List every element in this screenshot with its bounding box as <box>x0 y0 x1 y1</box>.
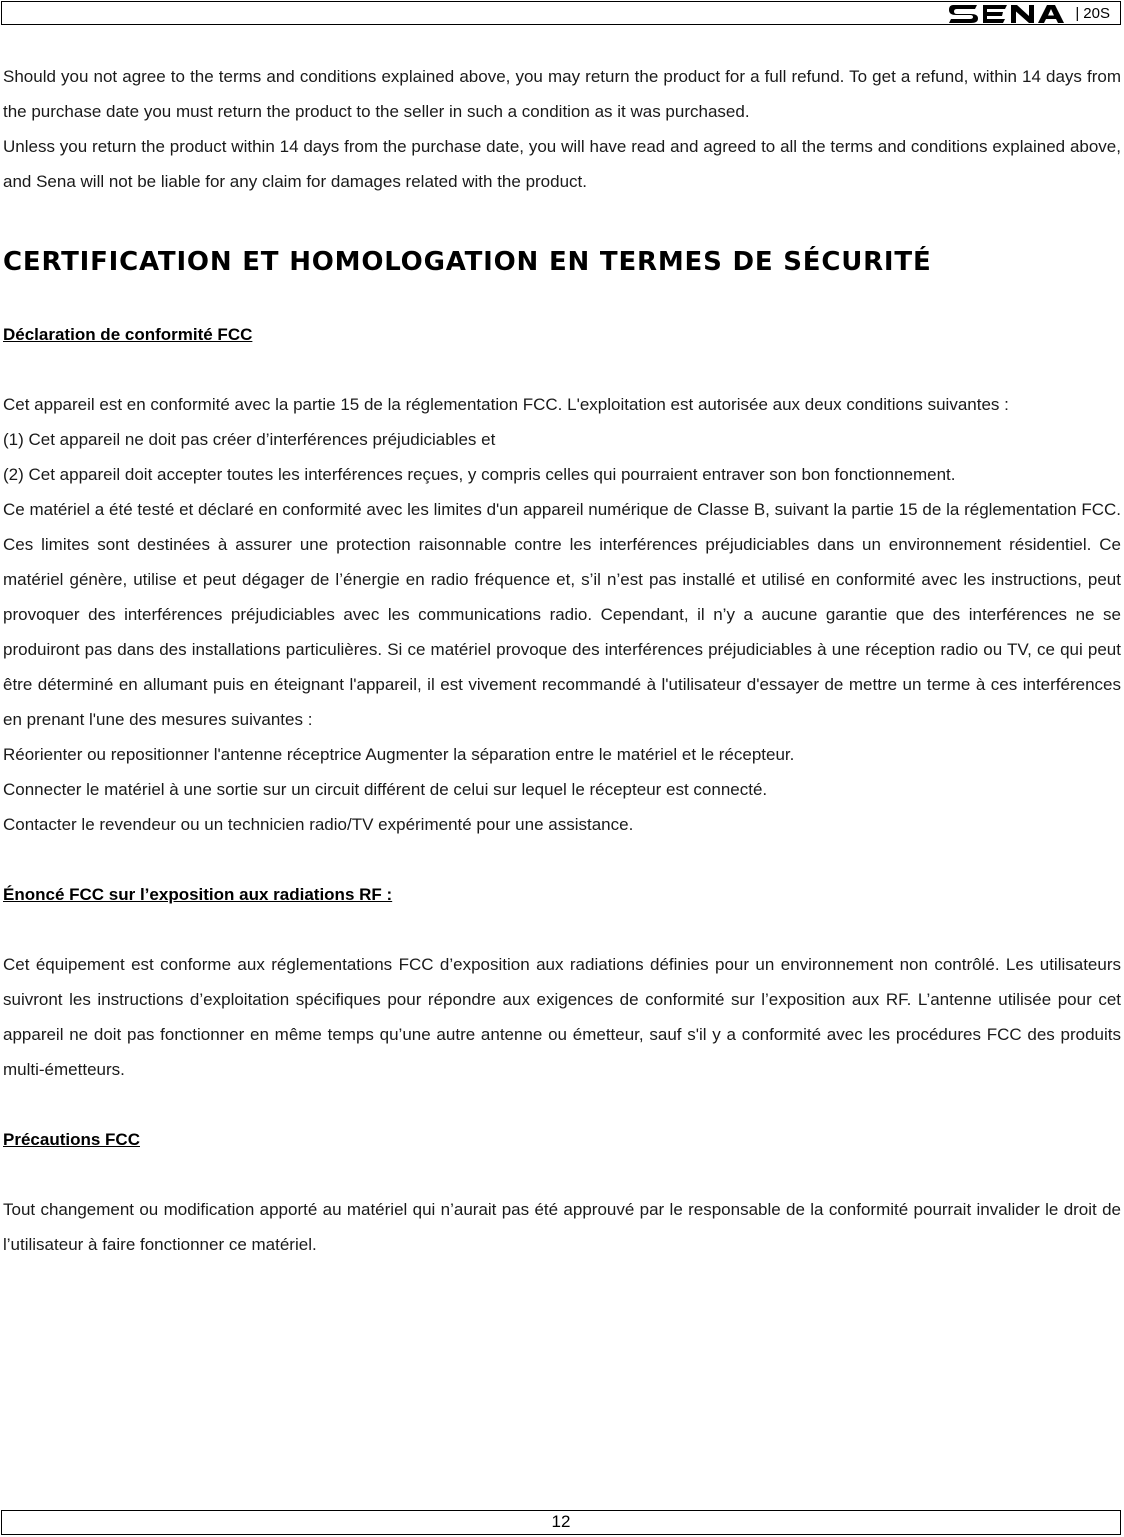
fcc-precautions-heading: Précautions FCC <box>3 1130 140 1149</box>
section-title: CERTIFICATION ET HOMOLOGATION EN TERMES DE SÉCURITÉ <box>3 247 932 277</box>
document-body <box>3 59 1121 1262</box>
fcc-precautions-paragraph: Tout changement ou modification apporté au matériel qui n’aurait pas été approuvé par le responsable de la conformité pourrait invalider le droit de l’utilisateur à faire fonctionner ce matériel. <box>3 1200 1121 1254</box>
fcc-declaration-paragraph: Cet appareil est en conformité avec la partie 15 de la réglementation FCC. L'exploitation est autorisée aux deux conditions suivantes : <box>3 395 1009 414</box>
page-header <box>1 1 1121 25</box>
rf-exposure-paragraph: Cet équipement est conforme aux réglementations FCC d’exposition aux radiations définies pour un environnement non contrôlé. Les utilisateurs suivront les instructions d’exploitation spécifiques pour répondre aux exigences de conformité sur l’exposition aux RF. L’antenne utilisée pour cet appareil ne doit pas fonctionner en même temps qu’une autre antenne ou émetteur, sauf s'il y a conformité avec les procédures FCC des produits multi-émetteurs. <box>3 955 1121 1079</box>
page-footer <box>1 1510 1121 1535</box>
header-separator: | <box>1075 5 1080 22</box>
spacer <box>3 1157 1121 1192</box>
sena-logo <box>949 5 1071 23</box>
spacer <box>3 912 1121 947</box>
intro-paragraph: Should you not agree to the terms and conditions explained above, you may return the product for a full refund. To get a refund, within 14 days from the purchase date you must return the product to the seller in such a condition as it was purchased. <box>3 67 1121 121</box>
fcc-declaration-paragraph: (1) Cet appareil ne doit pas créer d’interférences préjudiciables et <box>3 430 496 449</box>
fcc-declaration-paragraph: Réorienter ou repositionner l'antenne réceptrice Augmenter la séparation entre le matériel et le récepteur. <box>3 745 795 764</box>
spacer <box>3 352 1121 387</box>
header-model: 20S <box>1083 5 1110 22</box>
fcc-declaration-paragraph: Ce matériel a été testé et déclaré en conformité avec les limites d'un appareil numérique de Classe B, suivant la partie 15 de la réglementation FCC. Ces limites sont destinées à assurer une protection raisonnable contre les interférences préjudiciables dans un environnement résidentiel. Ce matériel génère, utilise et peut dégager de l’énergie en radio fréquence et, s’il n’est pas installé et utilisé en conformité avec les instructions, peut provoquer des interférences préjudiciables avec les communications radio. Cependant, il n’y a aucune garantie que des interférences ne se produiront pas dans des installations particulières. Si ce matériel provoque des interférences préjudiciables à une réception radio ou TV, ce qui peut être déterminé en allumant puis en éteignant l'appareil, il est vivement recommandé à l'utilisateur d'essayer de mettre un terme à ces interférences en prenant l'une des mesures suivantes : <box>3 500 1121 729</box>
fcc-declaration-paragraph: Connecter le matériel à une sortie sur un circuit différent de celui sur lequel le récepteur est connecté. <box>3 780 768 799</box>
spacer <box>3 842 1121 877</box>
fcc-declaration-paragraph: (2) Cet appareil doit accepter toutes les interférences reçues, y compris celles qui pourraient entraver son bon fonctionnement. <box>3 465 956 484</box>
intro-paragraph: Unless you return the product within 14 days from the purchase date, you will have read and agreed to all the terms and conditions explained above, and Sena will not be liable for any claim for damages related with the product. <box>3 137 1121 191</box>
header-brand <box>949 3 1110 25</box>
page-number: 12 <box>551 1512 571 1531</box>
spacer <box>3 199 1121 234</box>
spacer <box>3 1087 1121 1122</box>
fcc-declaration-heading: Déclaration de conformité FCC <box>3 325 253 344</box>
fcc-declaration-paragraph: Contacter le revendeur ou un technicien radio/TV expérimenté pour une assistance. <box>3 815 634 834</box>
rf-exposure-heading: Énoncé FCC sur l’exposition aux radiations RF : <box>3 885 393 904</box>
